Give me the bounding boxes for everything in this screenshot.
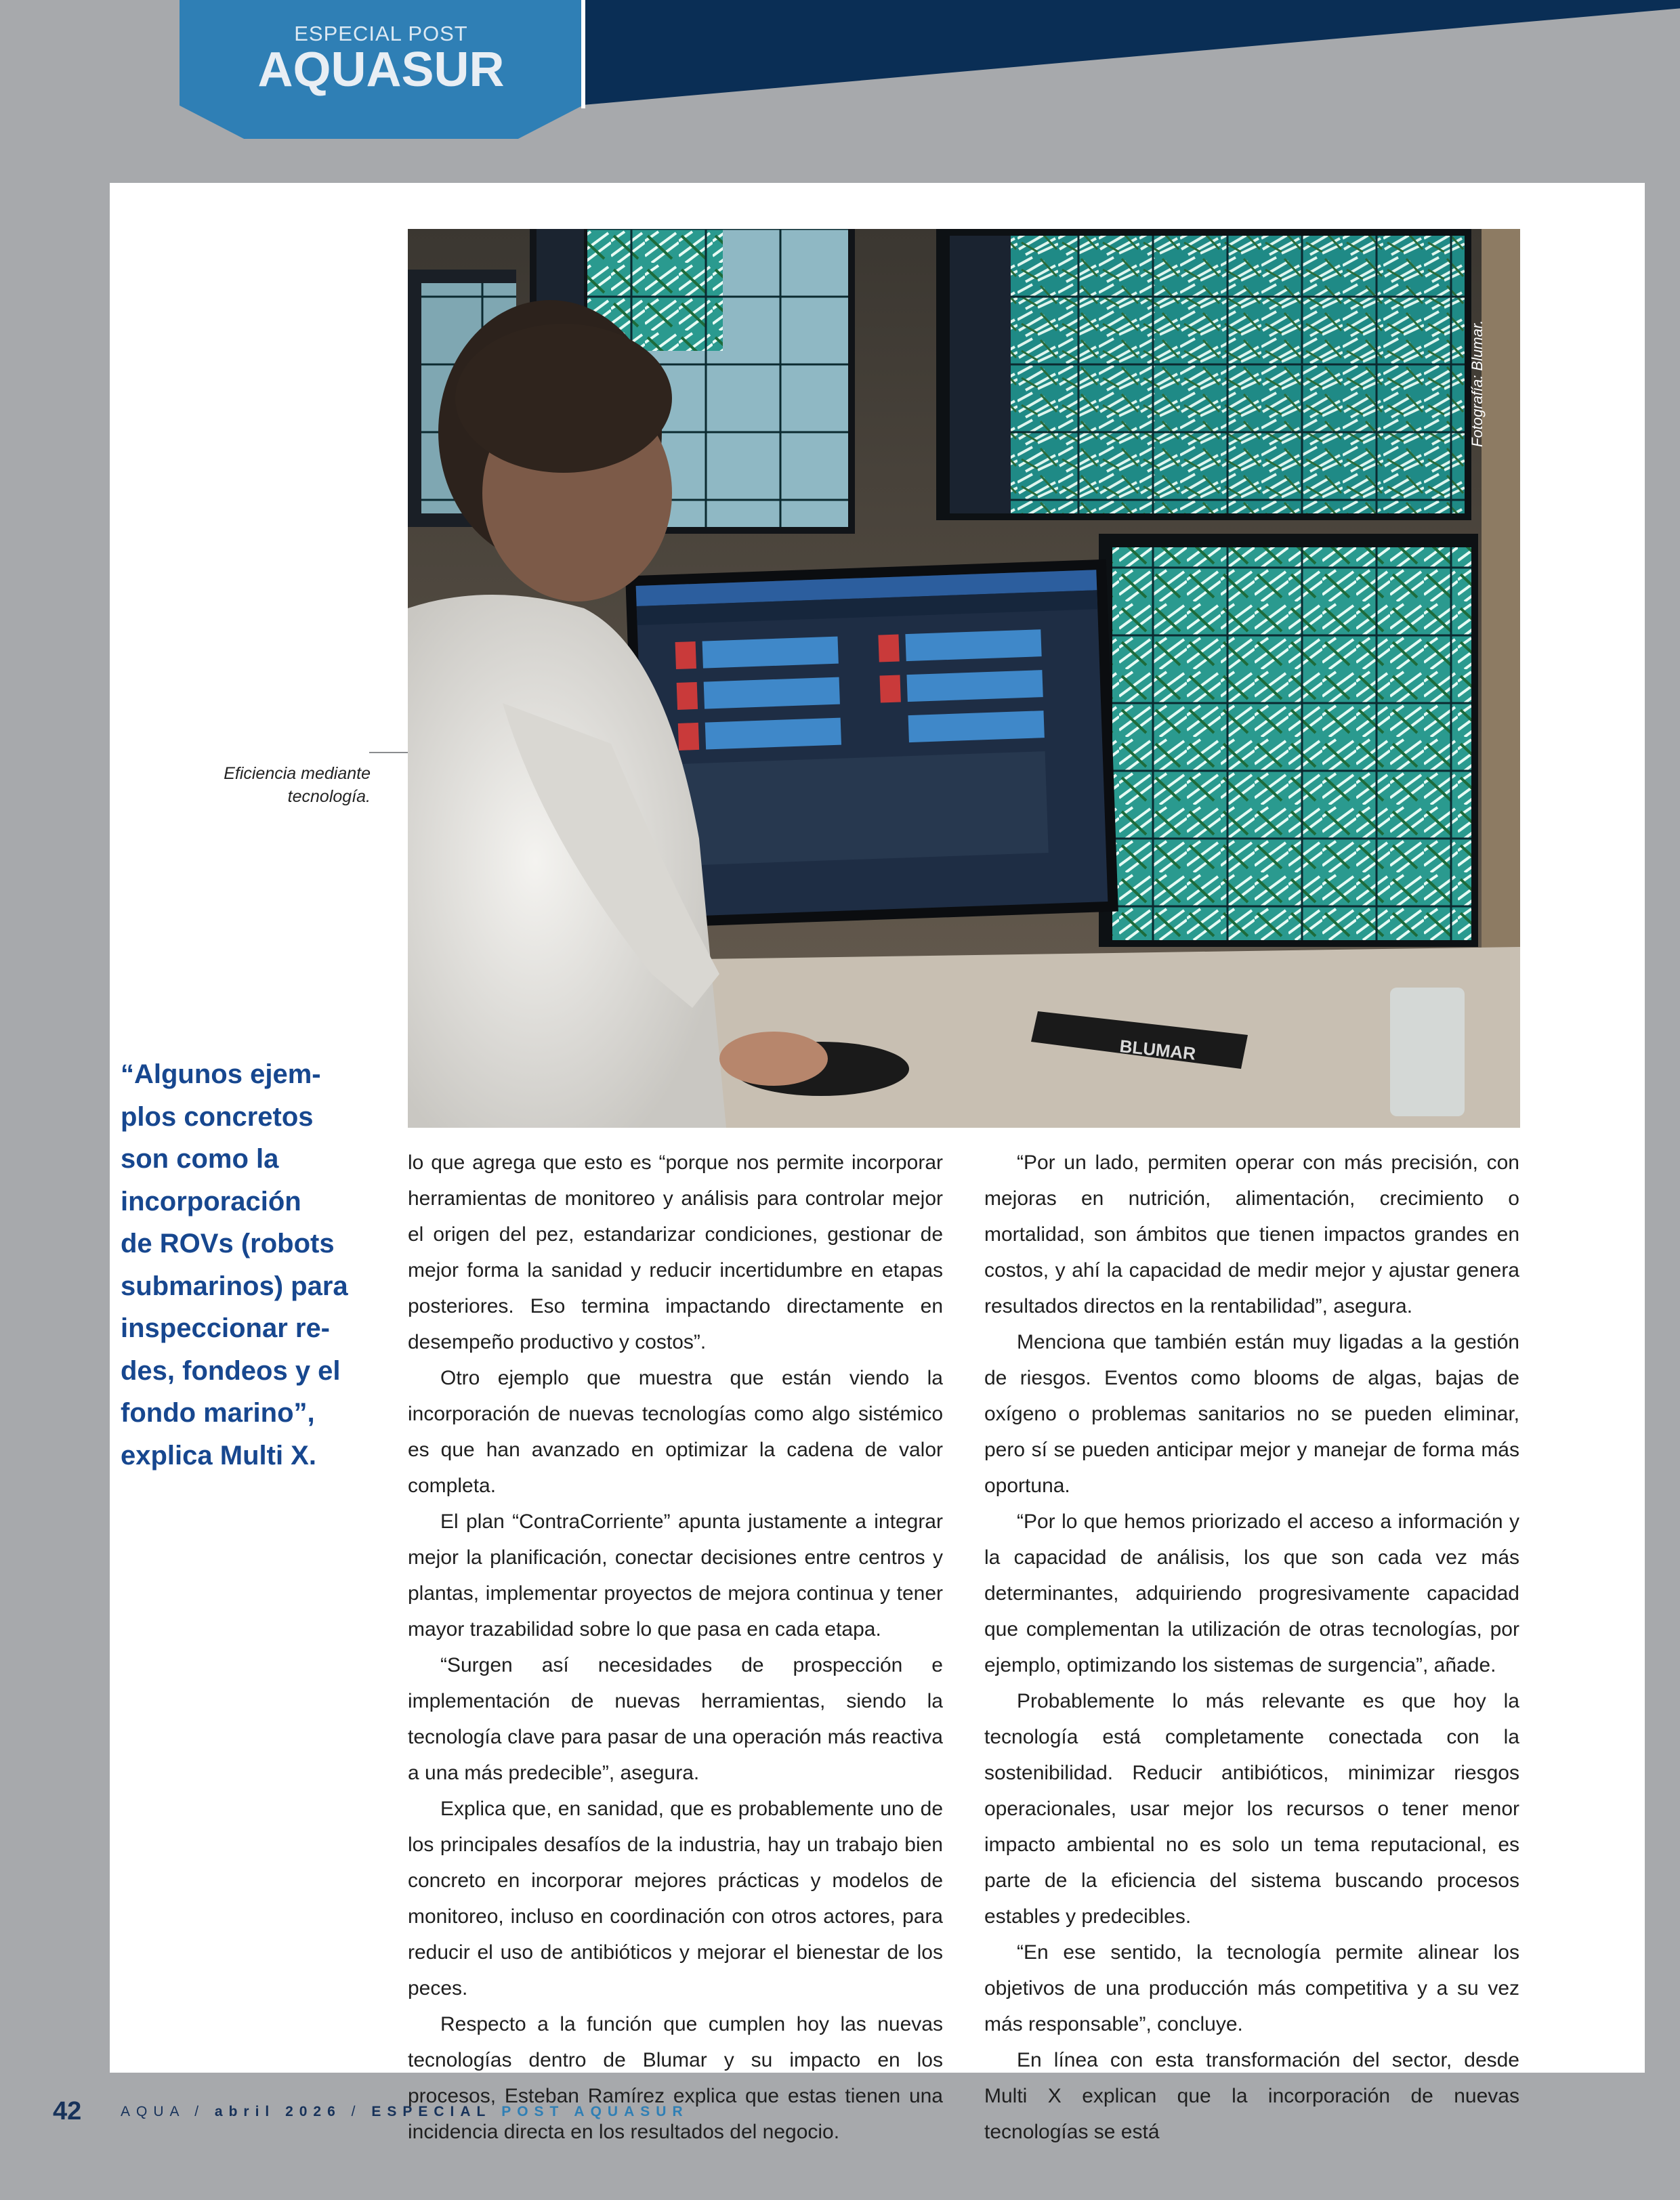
paragraph: Menciona que también están muy ligadas a la gestión de riesgos. Eventos como blooms de algas, bajas de oxígeno o problemas sanitarios no se pueden eliminar, pero sí se pueden anticipar mejor y manejar de forma más oportuna. bbox=[984, 1331, 1519, 1497]
paragraph: Explica que, en sanidad, que es probablemente uno de los principales desafíos de la industria, hay un trabajo bien concreto en incorporar mejores prácticas y modelos de monitoreo, incluso en coordinación con otros actores, para reducir el uso de antibióticos y mejorar el bienestar de los peces. bbox=[408, 1798, 943, 2000]
paragraph: “Por lo que hemos priorizado el acceso a información y la capacidad de análisis, los que son cada vez más determinantes, adquiriendo progresivamente capacidad que complementan la utilización de otras tecnologías, por ejemplo, optimizando los sistemas de surgencia”, añade. bbox=[984, 1510, 1519, 1676]
paragraph: “Surgen así necesidades de prospección e implementación de nuevas herramientas, siendo la tecnología clave para pasar de una operación más reactiva a una más predecible”, asegura. bbox=[408, 1654, 943, 1784]
footer-date: abril 2026 bbox=[214, 2104, 341, 2119]
body-column-right bbox=[984, 1145, 1519, 2150]
footer-magazine: AQUA bbox=[121, 2104, 185, 2119]
body-column-left bbox=[408, 1145, 943, 2150]
blumar-sign: BLUMAR bbox=[1118, 1036, 1197, 1064]
page-number: 42 bbox=[53, 2097, 82, 2125]
caption-rule bbox=[369, 752, 408, 753]
control-room-photo bbox=[408, 229, 1520, 1128]
paragraph: Probablemente lo más relevante es que hoy la tecnología está completamente conectada con la sostenibilidad. Reducir antibióticos, minimizar riesgos operacionales, usar mejor los recursos o tener menor impacto ambiental no es solo un tema reputacional, es parte de la eficiencia del sistema buscando procesos estables y predecibles. bbox=[984, 1690, 1519, 1928]
photo-caption: Eficiencia mediante tecnología. bbox=[224, 764, 371, 806]
paragraph: Respecto a la función que cumplen hoy las nuevas tecnologías dentro de Blumar y su impacto en los procesos, Esteban Ramírez explica que estas tienen una incidencia directa en los resultados del negocio. bbox=[408, 2013, 943, 2143]
footer-section-accent: POST AQUASUR bbox=[501, 2104, 689, 2119]
paragraph: “En ese sentido, la tecnología permite alinear los objetivos de una producción más competitiva y a su vez más responsable”, concluye. bbox=[984, 1941, 1519, 2035]
section-title: AQUASUR bbox=[257, 43, 505, 97]
section-kicker: ESPECIAL POST bbox=[294, 22, 468, 45]
photo-credit: Fotografía: Blumar. bbox=[1469, 320, 1486, 447]
paragraph: “Por un lado, permiten operar con más precisión, con mejoras en nutrición, alimentación, crecimiento o mortalidad, son ámbitos que tienen impactos grandes en costos, y ahí la capacidad de medir mejor y ajustar genera resultados directos en la rentabilidad”, asegura. bbox=[984, 1151, 1519, 1317]
footer-section: ESPECIAL bbox=[371, 2104, 492, 2119]
running-footer: AQUA / abril 2026 / ESPECIAL POST AQUASUR bbox=[121, 2104, 689, 2119]
pull-quote: “Algunos ejem- plos concretos son como la incorporación de ROVs (robots submarinos) para inspeccionar re- des, fondeos y el fondo marino”, explica Multi X. bbox=[121, 1059, 348, 1471]
paragraph: En línea con esta transformación del sector, desde Multi X explican que la incorporación de nuevas tecnologías se está bbox=[984, 2049, 1519, 2143]
paragraph: El plan “ContraCorriente” apunta justamente a integrar mejor la planificación, conectar decisiones entre centros y plantas, implementar proyectos de mejora continua y tener mayor trazabilidad sobre lo que pasa en cada etapa. bbox=[408, 1510, 943, 1641]
paragraph: lo que agrega que esto es “porque nos permite incorporar herramientas de monitoreo y análisis para controlar mejor el origen del pez, estandarizar condiciones, gestionar de mejor forma la sanidad y reducir incertidumbre en etapas posteriores. Eso termina impactando directamente en desempeño productivo y costos”. bbox=[408, 1151, 943, 1353]
paragraph: Otro ejemplo que muestra que están viendo la incorporación de nuevas tecnologías como algo sistémico es que han avanzado en optimizar la cadena de valor completa. bbox=[408, 1367, 943, 1497]
